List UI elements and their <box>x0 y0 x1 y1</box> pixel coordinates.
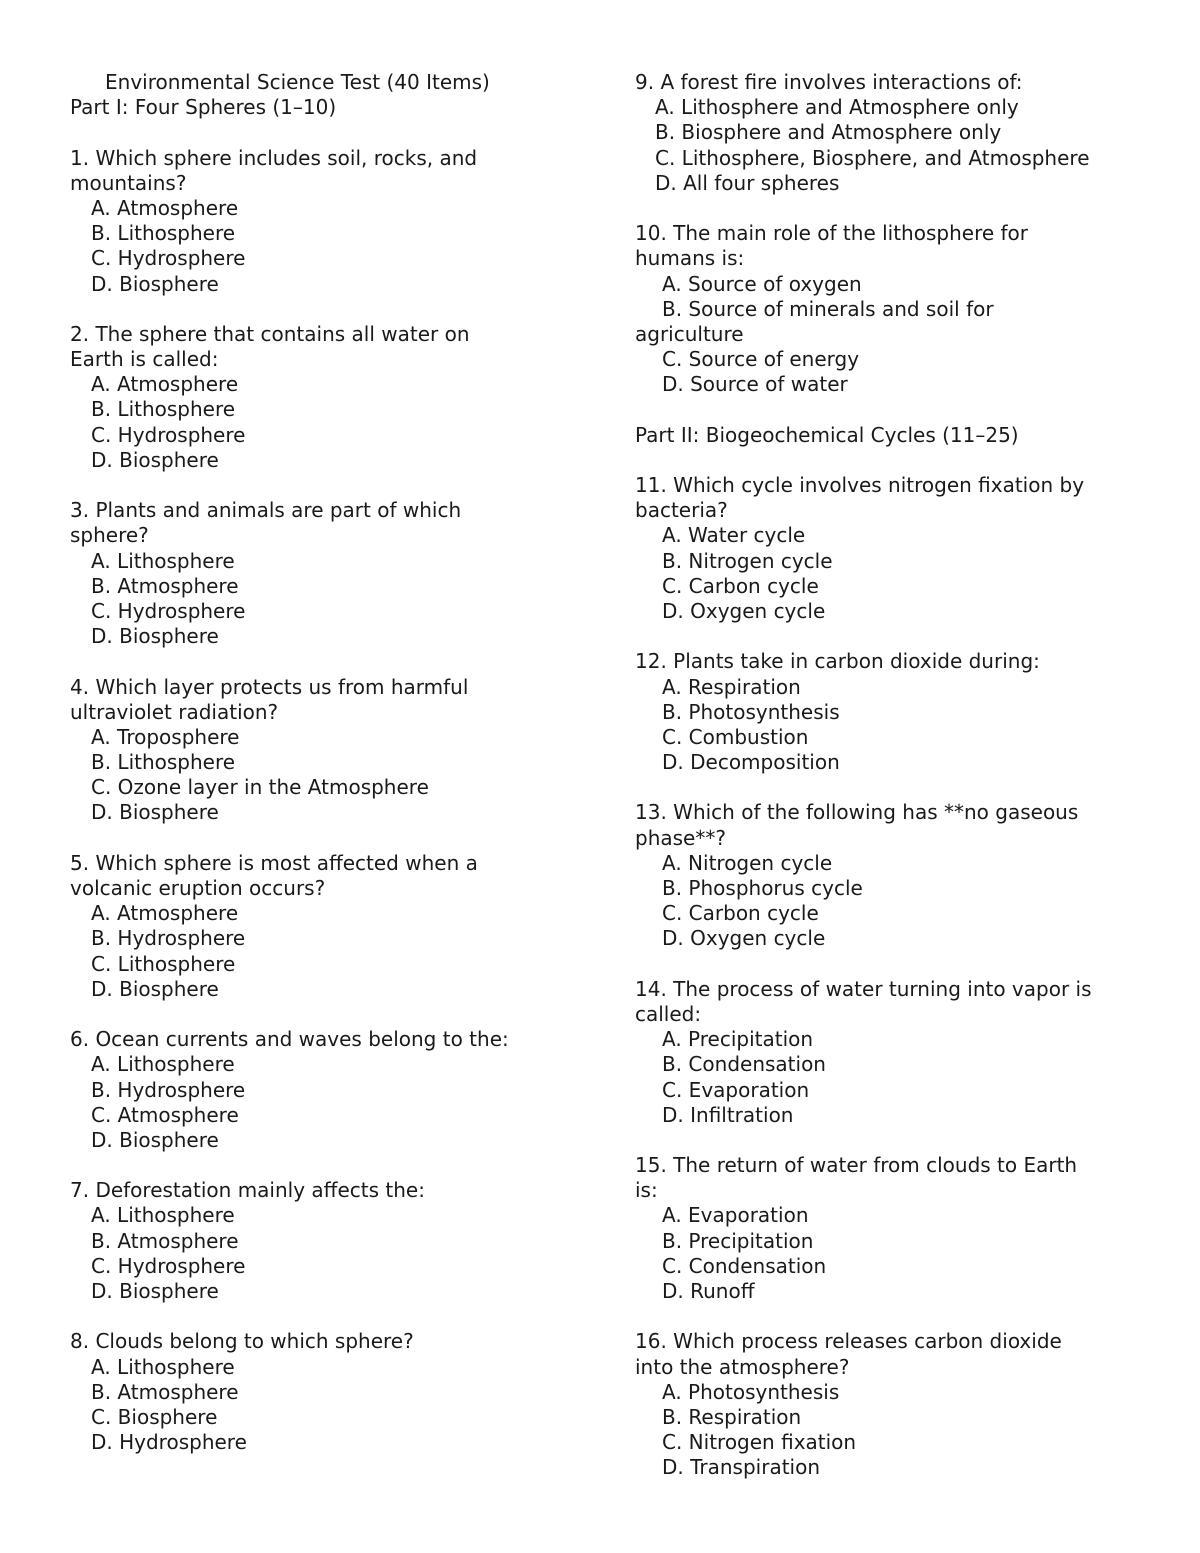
answer-option: D. Biosphere <box>91 624 219 649</box>
answer-option: C. Carbon cycle <box>662 901 819 926</box>
answer-option: A. Precipitation <box>662 1027 814 1052</box>
answer-option: C. Ozone layer in the Atmosphere <box>91 775 429 800</box>
answer-option: B. Respiration <box>662 1404 802 1429</box>
answer-option: D. All four spheres <box>655 170 840 195</box>
question-text: is: <box>635 1178 658 1203</box>
answer-option: D. Biosphere <box>91 1279 219 1303</box>
answer-option: A. Respiration <box>662 674 801 699</box>
answer-option: B. Precipitation <box>662 1228 814 1253</box>
question-block <box>70 322 570 473</box>
answer-option: D. Decomposition <box>662 750 840 775</box>
answer-option: B. Lithosphere <box>91 750 236 775</box>
answer-option: A. Atmosphere <box>91 901 239 926</box>
answer-option: D. Infiltration <box>662 1102 794 1127</box>
question-text: Earth is called: <box>70 347 219 372</box>
answer-option: D. Runoff <box>662 1279 755 1303</box>
question-text: 10. The main role of the lithosphere for <box>635 221 1029 246</box>
question-text: 15. The return of water from clouds to Earth <box>635 1153 1078 1178</box>
answer-option: A. Lithosphere <box>91 1052 235 1077</box>
answer-option: B. Photosynthesis <box>662 699 840 724</box>
answer-option: A. Lithosphere <box>91 1354 235 1379</box>
question-block <box>635 977 1135 1128</box>
answer-option: C. Hydrosphere <box>91 598 246 623</box>
answer-option: C. Carbon cycle <box>662 573 819 598</box>
question-text: 16. Which process releases carbon dioxide <box>635 1329 1062 1354</box>
question-text: called: <box>635 1001 702 1026</box>
question-text: 7. Deforestation mainly affects the: <box>70 1178 425 1203</box>
question-text: bacteria? <box>635 498 728 523</box>
question-text: into the atmosphere? <box>635 1354 850 1379</box>
question-text: mountains? <box>70 170 187 195</box>
answer-option: C. Hydrosphere <box>91 422 246 447</box>
answer-option: D. Hydrosphere <box>91 1430 247 1455</box>
answer-option: B. Condensation <box>662 1052 826 1077</box>
question-block <box>635 473 1135 624</box>
answer-option: C. Lithosphere <box>91 951 236 976</box>
question-text: 13. Which of the following has **no gaseous <box>635 800 1079 825</box>
answer-option: B. Biosphere and Atmosphere only <box>655 120 1002 145</box>
answer-option: B. Hydrosphere <box>91 1077 246 1102</box>
answer-option: B. Lithosphere <box>91 397 236 422</box>
question-text: 4. Which layer protects us from harmful <box>70 674 469 699</box>
answer-option: C. Condensation <box>662 1253 827 1278</box>
answer-option: B. Atmosphere <box>91 1379 239 1404</box>
question-text: 11. Which cycle involves nitrogen fixation by <box>635 473 1085 497</box>
answer-option: B. Source of minerals and soil for <box>662 296 994 321</box>
answer-option: A. Source of oxygen <box>662 271 862 296</box>
answer-option: C. Lithosphere, Biosphere, and Atmosphere <box>655 145 1090 170</box>
question-text: 8. Clouds belong to which sphere? <box>70 1329 414 1354</box>
answer-option: B. Atmosphere <box>91 573 239 598</box>
answer-option: C. Biosphere <box>91 1404 218 1429</box>
answer-option: A. Lithosphere <box>91 1203 235 1228</box>
answer-option: A. Photosynthesis <box>662 1379 840 1404</box>
question-text: phase**? <box>635 825 726 850</box>
question-text: 2. The sphere that contains all water on <box>70 321 470 346</box>
question-text: 12. Plants take in carbon dioxide during: <box>635 649 1040 674</box>
answer-option: A. Nitrogen cycle <box>662 850 833 875</box>
answer-option: C. Hydrosphere <box>91 1253 246 1278</box>
answer-option: C. Hydrosphere <box>91 246 246 271</box>
right-column <box>635 70 1135 1481</box>
answer-option: A. Atmosphere <box>91 195 239 220</box>
answer-option: C. Evaporation <box>662 1077 810 1102</box>
part-heading: Part I: Four Spheres (1–10) <box>70 95 337 120</box>
answer-option: D. Transpiration <box>662 1455 821 1480</box>
test-title: Environmental Science Test (40 Items) <box>105 70 490 94</box>
question-text: volcanic eruption occurs? <box>70 876 326 900</box>
answer-option: D. Oxygen cycle <box>662 598 826 623</box>
answer-option: B. Phosphorus cycle <box>662 876 863 900</box>
question-block <box>70 675 570 826</box>
answer-option: A. Lithosphere and Atmosphere only <box>655 95 1019 120</box>
answer-option: D. Biosphere <box>91 800 219 825</box>
question-block <box>635 1153 1135 1304</box>
question-text: 1. Which sphere includes soil, rocks, and <box>70 145 478 170</box>
answer-option: B. Nitrogen cycle <box>662 548 833 573</box>
answer-option: D. Biosphere <box>91 271 219 296</box>
answer-option: D. Biosphere <box>91 976 219 1001</box>
question-block <box>70 146 570 297</box>
question-text: sphere? <box>70 523 149 548</box>
question-block <box>70 1329 570 1455</box>
question-block <box>635 1329 1135 1480</box>
question-block <box>635 221 1135 397</box>
answer-option: A. Evaporation <box>662 1203 809 1228</box>
question-block <box>635 649 1135 775</box>
question-block <box>70 1027 570 1153</box>
question-block <box>635 800 1135 951</box>
question-text: ultraviolet radiation? <box>70 699 279 724</box>
question-block <box>70 1178 570 1304</box>
answer-option: C. Combustion <box>662 724 809 749</box>
question-text: humans is: <box>635 246 745 271</box>
answer-option: C. Nitrogen fixation <box>662 1430 857 1455</box>
answer-option-continued: agriculture <box>635 321 744 346</box>
question-text: 5. Which sphere is most affected when a <box>70 850 478 875</box>
question-text: 3. Plants and animals are part of which <box>70 498 462 523</box>
answer-option: A. Atmosphere <box>91 372 239 397</box>
answer-option: B. Hydrosphere <box>91 926 246 951</box>
answer-option: B. Atmosphere <box>91 1228 239 1253</box>
answer-option: D. Source of water <box>662 372 848 397</box>
part-heading: Part II: Biogeochemical Cycles (11–25) <box>635 422 1019 447</box>
answer-option: C. Source of energy <box>662 347 860 372</box>
left-column <box>70 70 570 1455</box>
question-text: 9. A forest fire involves interactions of: <box>635 70 1023 94</box>
question-block <box>70 498 570 649</box>
answer-option: D. Biosphere <box>91 447 219 472</box>
question-block <box>635 70 1135 196</box>
answer-option: A. Water cycle <box>662 523 806 548</box>
answer-option: A. Troposphere <box>91 724 240 749</box>
answer-option: D. Oxygen cycle <box>662 926 826 951</box>
answer-option: D. Biosphere <box>91 1127 219 1152</box>
question-text: 6. Ocean currents and waves belong to the: <box>70 1027 509 1052</box>
answer-option: C. Atmosphere <box>91 1102 239 1127</box>
question-text: 14. The process of water turning into vapor is <box>635 976 1092 1001</box>
answer-option: B. Lithosphere <box>91 221 236 246</box>
answer-option: A. Lithosphere <box>91 548 235 573</box>
question-block <box>70 851 570 1002</box>
